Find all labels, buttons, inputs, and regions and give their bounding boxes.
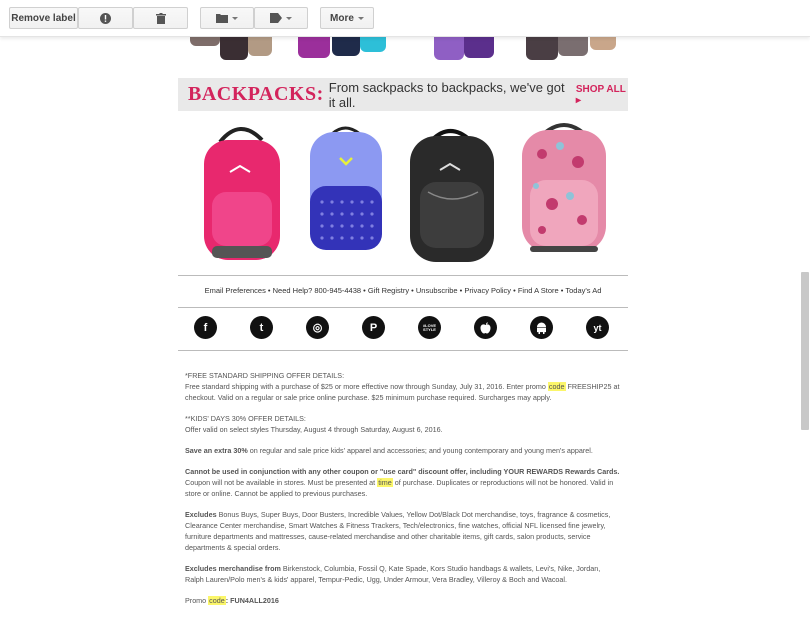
excludes-merchandise-text: Birkenstock, Columbia, Fossil Q, Kate Spade, Kors Studio handbags & wallets, Levi's, Nike, Jordan, Ralph Lauren/Polo men's & kids' apparel, Tempur-Pedic, Ugg, Under Armour, Vera Bradley, Villeroy & Boch and Wacoal.	[185, 564, 601, 584]
chevron-down-icon	[232, 17, 238, 20]
shipping-offer-text-2: FREESHIP25 at checkout. Valid on a regular or sale price online purchase. $25 minimum purchase required. Surcharges may apply.	[185, 382, 620, 402]
excludes-paragraph	[185, 509, 621, 553]
conjunction-bold: Cannot be used in conjunction with any other coupon or "use card" discount offer, including YOUR REWARDS Rewards Cards.	[185, 467, 620, 476]
product-image	[190, 36, 220, 46]
product-image	[332, 36, 360, 56]
kids-days-text: Offer valid on select styles Thursday, August 4 through Saturday, August 6, 2016.	[185, 425, 443, 434]
pinterest-glyph: P	[369, 321, 378, 334]
youtube-glyph: yt	[593, 322, 602, 333]
android-icon[interactable]	[530, 316, 553, 339]
social-icons-row	[178, 316, 628, 342]
conjunction-text: Coupon will not be available in stores. Must be presented at	[185, 478, 376, 487]
highlight-time: time	[378, 478, 392, 487]
promo-code-value: : FUN4ALL2016	[225, 596, 279, 605]
chevron-down-icon	[286, 17, 292, 20]
product-image	[434, 36, 464, 60]
shop-all-link[interactable]: SHOP ALL ▸	[575, 83, 626, 106]
products-image-strip	[178, 36, 628, 64]
product-image	[590, 36, 616, 50]
pinterest-icon[interactable]	[362, 316, 385, 339]
kids-days-details	[185, 413, 621, 435]
legal-disclaimer	[185, 370, 621, 616]
excludes-text: Bonus Buys, Super Buys, Door Busters, Incredible Values, Yellow Dot/Black Dot merchandise, toys, fragrance & cosmetics, Clearance Center merchandise, Smart Watches & Fitness Trackers, Tech/electronics, fine watches, official NFL licensed fine jewelry, furniture departments and mattresses, cause-related merchandise and other charitable items, gift cards, salon products, service departments & special orders.	[185, 510, 611, 552]
shipping-offer-text: Free standard shipping with a purchase of $25 or more effective now through Sunday, July 31, 2016. Enter promo	[185, 382, 546, 391]
apple-icon[interactable]	[474, 316, 497, 339]
instagram-glyph: ◎	[312, 322, 323, 334]
excludes-bold: Excludes	[185, 510, 217, 519]
product-image	[298, 36, 330, 58]
divider	[178, 307, 628, 308]
backpacks-banner[interactable]	[178, 78, 628, 111]
excludes-merchandise-bold: Excludes merchandise from	[185, 564, 281, 573]
product-image	[464, 36, 494, 58]
backpacks-image-row[interactable]	[178, 122, 628, 268]
kids-days-heading: **KIDS' DAYS 30% OFFER DETAILS:	[185, 414, 306, 423]
blue-backpack-image[interactable]	[300, 122, 390, 268]
remove-label-text: Remove label	[11, 12, 76, 24]
conjunction-text-2: of purchase. Duplicates or reproductions will not be honored. Valid in store or online. Cannot be applied to previous purchases.	[185, 478, 614, 498]
promo-code-paragraph	[185, 595, 621, 606]
black-backpack-image[interactable]	[400, 122, 500, 268]
divider	[178, 350, 628, 351]
floral-backpack-image[interactable]	[512, 122, 612, 268]
facebook-icon[interactable]	[194, 316, 217, 339]
banner-colon: :	[316, 83, 324, 105]
banner-title: BACKPACKS	[188, 83, 317, 105]
shipping-offer-heading: *FREE STANDARD SHIPPING OFFER DETAILS:	[185, 371, 345, 380]
love-style-glyph: #LOVE STYLE	[422, 322, 437, 332]
shipping-offer-details	[185, 370, 621, 403]
product-image	[526, 36, 558, 60]
facebook-glyph: f	[203, 321, 208, 334]
divider	[178, 275, 628, 276]
more-button[interactable]	[320, 7, 374, 29]
highlight-code: code	[209, 596, 225, 605]
youtube-icon[interactable]	[586, 316, 609, 339]
conjunction-paragraph	[185, 466, 621, 499]
twitter-icon[interactable]	[250, 316, 273, 339]
chevron-down-icon	[358, 17, 364, 20]
product-image	[360, 36, 386, 52]
product-image	[220, 36, 248, 60]
save-extra-paragraph	[185, 445, 621, 456]
labels-button[interactable]	[254, 7, 308, 29]
twitter-glyph: t	[259, 321, 264, 334]
remove-label-button[interactable]	[9, 7, 78, 29]
label-tag-icon	[270, 13, 282, 23]
banner-subtitle: From sackpacks to backpacks, we've got it all.	[328, 79, 565, 110]
report-spam-icon	[100, 13, 111, 24]
save-extra-text: on regular and sale price kids' apparel and accessories; and young contemporary and young men's apparel.	[249, 446, 593, 455]
promo-label: Promo	[185, 596, 207, 605]
folder-icon	[216, 13, 228, 23]
report-spam-button[interactable]	[78, 7, 133, 29]
product-image	[248, 36, 272, 56]
trash-icon	[156, 13, 166, 24]
more-button-text: More	[330, 12, 354, 24]
move-to-button[interactable]	[200, 7, 254, 29]
scrollbar-thumb[interactable]	[801, 272, 809, 430]
highlight-code: code	[548, 382, 565, 391]
excludes-merchandise-paragraph	[185, 563, 621, 585]
save-extra-bold: Save an extra 30%	[185, 446, 248, 455]
love-style-icon[interactable]	[418, 316, 441, 339]
pink-backpack-image[interactable]	[190, 122, 290, 268]
instagram-icon[interactable]	[306, 316, 329, 339]
email-toolbar	[0, 0, 810, 37]
delete-button[interactable]	[133, 7, 188, 29]
product-image	[558, 36, 588, 56]
footer-links[interactable]: Email Preferences • Need Help? 800-945-4438 • Gift Registry • Unsubscribe • Privacy Policy • Find A Store • Today's Ad	[204, 286, 602, 295]
